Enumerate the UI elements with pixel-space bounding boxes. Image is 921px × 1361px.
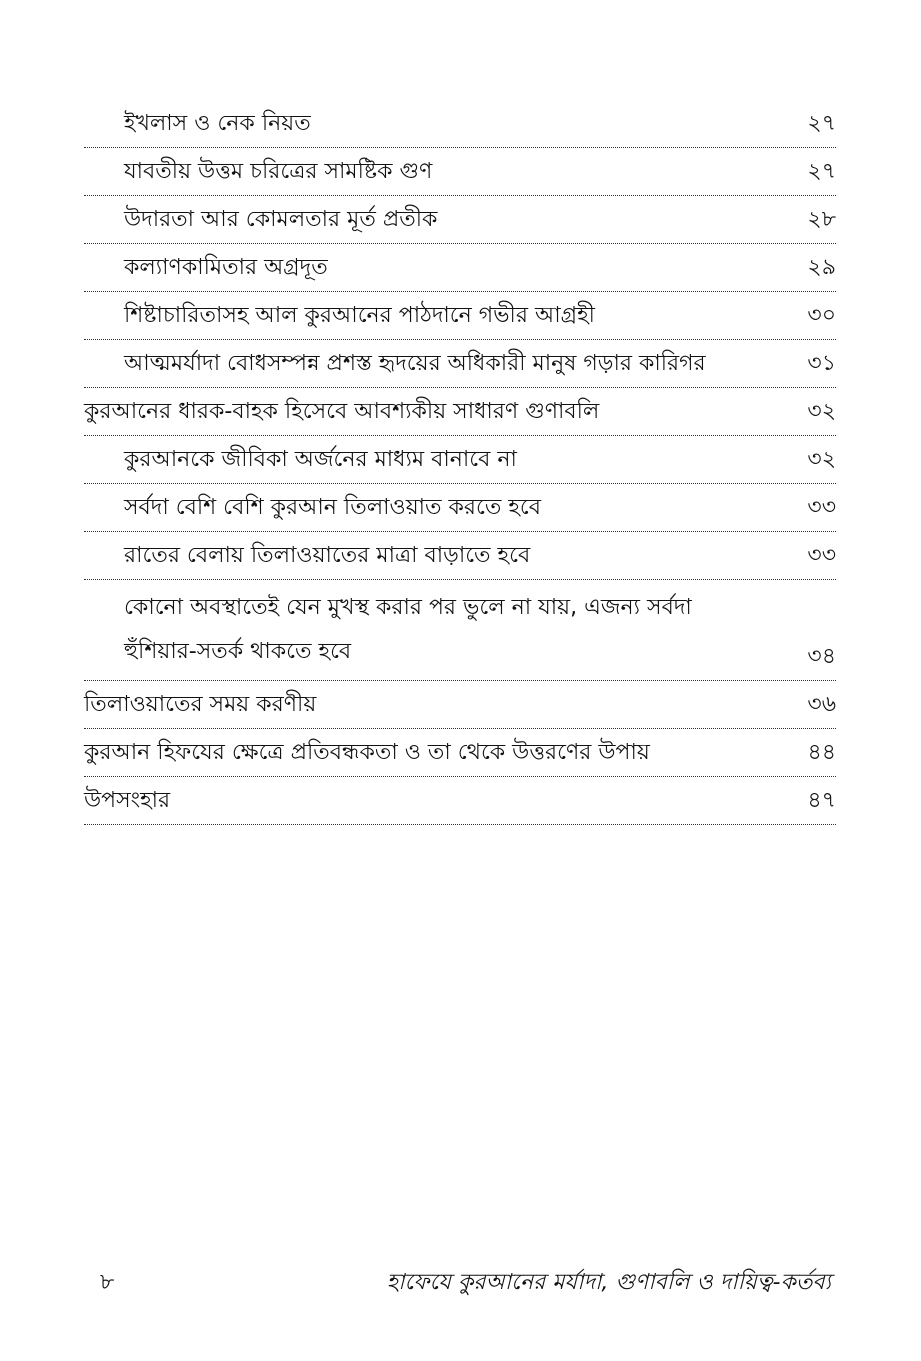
toc-entry bbox=[84, 292, 836, 340]
toc-section-title: তিলাওয়াতের সময় করণীয় bbox=[84, 692, 317, 717]
toc-section-page: ৩২ bbox=[807, 399, 836, 424]
table-of-contents bbox=[84, 100, 836, 825]
toc-entry bbox=[84, 532, 836, 580]
toc-entry-page: ২৭ bbox=[807, 111, 836, 136]
toc-entry-title: শিষ্টাচারিতাসহ আল কুরআনের পাঠদানে গভীর আগ্রহী bbox=[124, 303, 595, 328]
toc-entry-page: ২৯ bbox=[807, 255, 836, 280]
toc-entry bbox=[84, 580, 836, 681]
page-footer bbox=[100, 1265, 831, 1302]
toc-entry bbox=[84, 148, 836, 196]
toc-section-title: উপসংহার bbox=[84, 788, 171, 813]
toc-entry-page: ৩৪ bbox=[807, 644, 836, 669]
toc-entry bbox=[84, 340, 836, 388]
toc-entry bbox=[84, 484, 836, 532]
toc-entry-page: ৩৩ bbox=[807, 495, 836, 520]
toc-entry-page: ২৮ bbox=[807, 207, 836, 232]
toc-entry bbox=[84, 196, 836, 244]
toc-section-title: কুরআনের ধারক-বাহক হিসেবে আবশ্যকীয় সাধারণ গুণাবলি bbox=[84, 399, 600, 424]
toc-entry-page: ২৭ bbox=[807, 159, 836, 184]
toc-entry-title: যাবতীয় উত্তম চরিত্রের সামষ্টিক গুণ bbox=[124, 159, 433, 184]
toc-section bbox=[84, 681, 836, 729]
toc-entry-title: ইখলাস ও নেক নিয়ত bbox=[124, 111, 311, 136]
toc-section bbox=[84, 777, 836, 825]
toc-section-page: ৩৬ bbox=[807, 692, 836, 717]
footer-book-title: হাফেযে কুরআনের মর্যাদা, গুণাবলি ও দায়িত্ব-কর্তব্য bbox=[386, 1270, 831, 1295]
toc-entry-title: উদারতা আর কোমলতার মূর্ত প্রতীক bbox=[124, 207, 438, 232]
toc-section-title: কুরআন হিফযের ক্ষেত্রে প্রতিবন্ধকতা ও তা থেকে উত্তরণের উপায় bbox=[84, 740, 650, 765]
toc-entry-title: সর্বদা বেশি বেশি কুরআন তিলাওয়াত করতে হবে bbox=[124, 495, 542, 520]
toc-entry-title: কোনো অবস্থাতেই যেন মুখস্থ করার পর ভুলে না যায়, এজন্য সর্বদা হুঁশিয়ার-সতর্ক থাকতে হবে bbox=[124, 595, 692, 664]
toc-entry-page: ৩২ bbox=[807, 447, 836, 472]
footer-page-number: ৮ bbox=[100, 1270, 115, 1295]
toc-section bbox=[84, 388, 836, 436]
toc-entry-title: রাতের বেলায় তিলাওয়াতের মাত্রা বাড়াতে হবে bbox=[124, 543, 531, 568]
toc-section bbox=[84, 729, 836, 777]
toc-entry-page: ৩৩ bbox=[807, 543, 836, 568]
toc-entry bbox=[84, 100, 836, 148]
toc-section-page: ৪৪ bbox=[807, 740, 836, 765]
toc-entry-page: ৩০ bbox=[807, 303, 836, 328]
toc-entry-title: আত্মমর্যাদা বোধসম্পন্ন প্রশস্ত হৃদয়ের অধিকারী মানুষ গড়ার কারিগর bbox=[124, 351, 706, 376]
toc-section-page: ৪৭ bbox=[807, 788, 836, 813]
toc-entry bbox=[84, 436, 836, 484]
toc-entry-title: কল্যাণকামিতার অগ্রদূত bbox=[124, 255, 328, 280]
toc-entry bbox=[84, 244, 836, 292]
toc-entry-title: কুরআনকে জীবিকা অর্জনের মাধ্যম বানাবে না bbox=[124, 447, 517, 472]
toc-entry-page: ৩১ bbox=[807, 351, 836, 376]
